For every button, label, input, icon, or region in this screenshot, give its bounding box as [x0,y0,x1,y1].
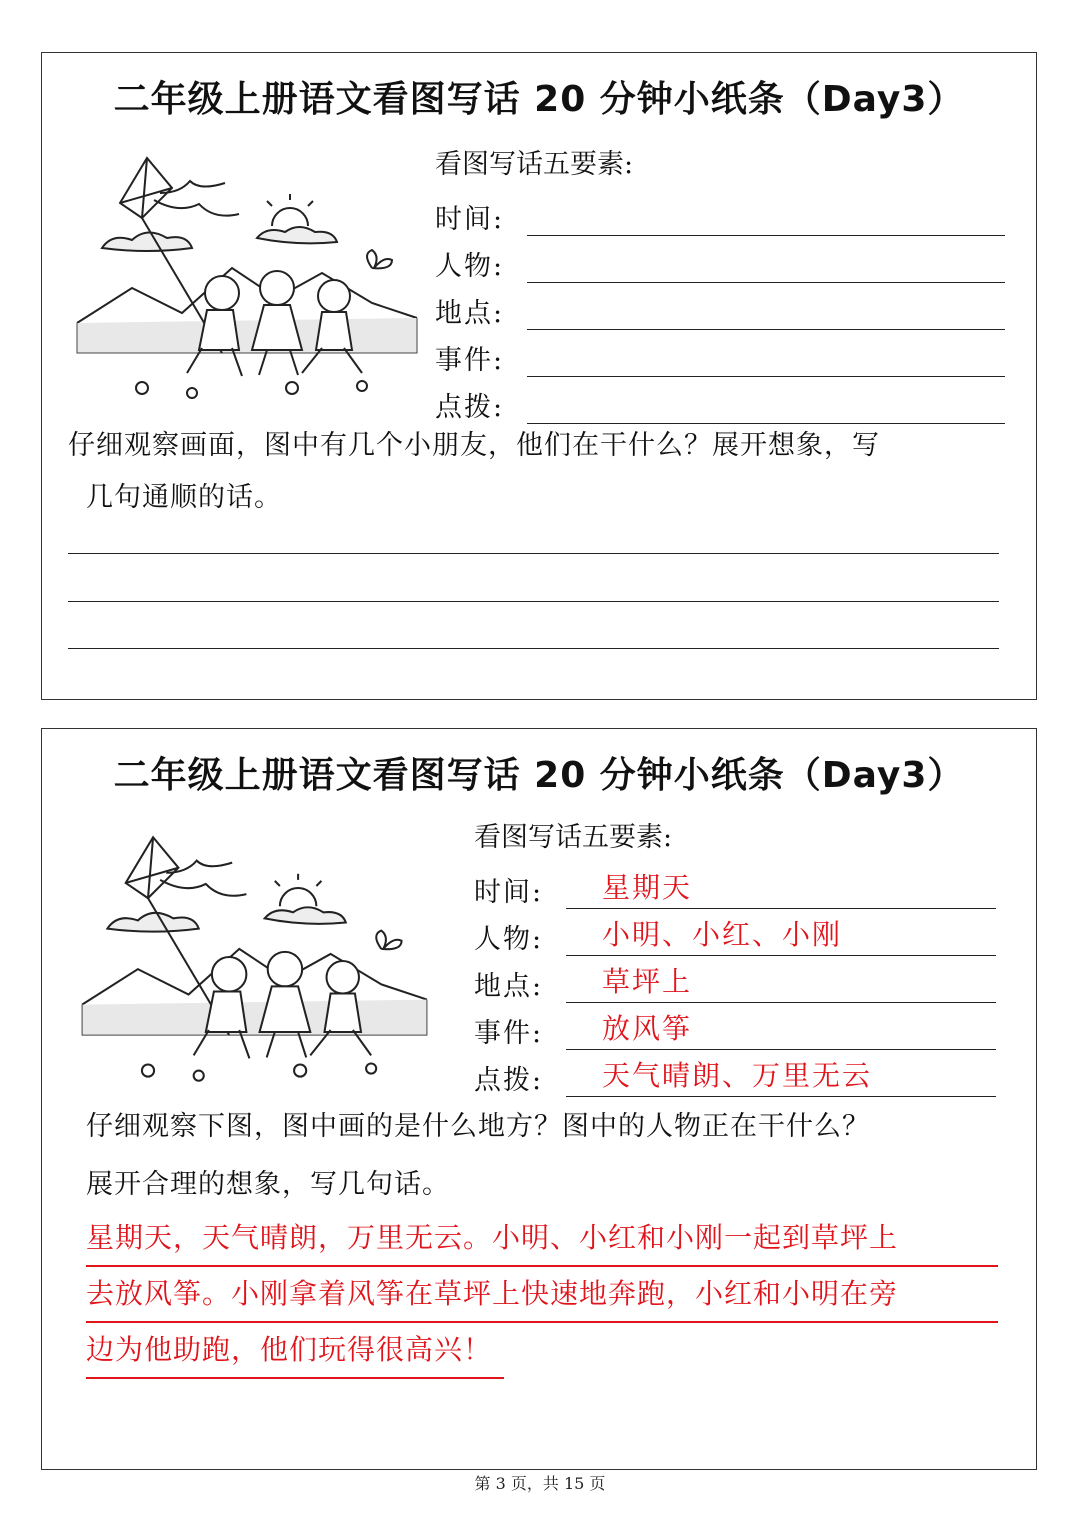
prompt-line: 展开合理的想象，写几句话。 [86,1169,450,1200]
element-label: 地点: [474,971,544,1002]
element-row-people [474,909,996,956]
element-label: 时间: [435,204,505,235]
writing-prompt [68,420,1018,524]
element-row-hint [435,377,1005,424]
prompt-line: 仔细观察画面，图中有几个小朋友，他们在干什么？展开想象，写 [68,430,880,461]
element-label: 时间: [474,877,544,908]
kite-flying-illustration [72,148,422,408]
five-elements-section [435,141,1005,424]
model-answer-line: 去放风筝。小刚拿着风筝在草坪上快速地奔跑，小红和小明在旁 [86,1267,998,1323]
time-answer-line [566,871,996,909]
people-answer: 小明、小红、小刚 [602,918,843,951]
model-answer-line: 星期天，天气晴朗，万里无云。小明、小红和小刚一起到草坪上 [86,1211,998,1267]
writing-line[interactable] [68,648,999,649]
element-row-event [474,1003,996,1050]
five-elements-section [474,814,996,1097]
element-label: 点拨: [435,392,505,423]
place-blank-line[interactable] [527,295,1005,330]
answer-worksheet-card [41,728,1037,1470]
element-label: 事件: [435,345,505,376]
element-label: 地点: [435,298,505,329]
time-blank-line[interactable] [527,201,1005,236]
elements-heading: 看图写话五要素: [435,149,634,180]
event-blank-line[interactable] [527,342,1005,377]
model-answer [86,1211,998,1379]
writing-line[interactable] [68,553,999,554]
people-answer-line [566,918,996,956]
element-row-hint [474,1050,996,1097]
time-answer: 星期天 [602,871,693,904]
event-answer-line [566,1012,996,1050]
element-row-time [474,862,996,909]
worksheet-title: 二年级上册语文看图写话 20 分钟小纸条（Day3） [113,755,965,796]
writing-line[interactable] [68,601,999,602]
kite-flying-illustration [77,824,432,1094]
element-row-time [435,189,1005,236]
hint-answer-line [566,1059,996,1097]
element-row-place [435,283,1005,330]
place-answer: 草坪上 [602,965,693,998]
element-label: 人物: [474,924,544,955]
people-blank-line[interactable] [527,248,1005,283]
event-answer: 放风筝 [602,1012,693,1045]
elements-heading: 看图写话五要素: [474,822,673,853]
element-row-event [435,330,1005,377]
hint-answer: 天气晴朗、万里无云 [602,1059,873,1092]
hint-blank-line[interactable] [527,389,1005,424]
blank-worksheet-card [41,52,1037,700]
worksheet-title: 二年级上册语文看图写话 20 分钟小纸条（Day3） [113,79,965,120]
element-label: 人物: [435,251,505,282]
element-label: 事件: [474,1018,544,1049]
place-answer-line [566,965,996,1003]
writing-prompt [86,1098,1006,1214]
model-answer-line: 边为他助跑，他们玩得很高兴！ [86,1323,504,1379]
prompt-line: 几句通顺的话。 [86,482,282,513]
element-label: 点拨: [474,1065,544,1096]
prompt-line: 仔细观察下图，图中画的是什么地方？图中的人物正在干什么？ [86,1111,870,1142]
element-row-place [474,956,996,1003]
element-row-people [435,236,1005,283]
page-number-footer: 第 3 页，共 15 页 [474,1474,606,1493]
